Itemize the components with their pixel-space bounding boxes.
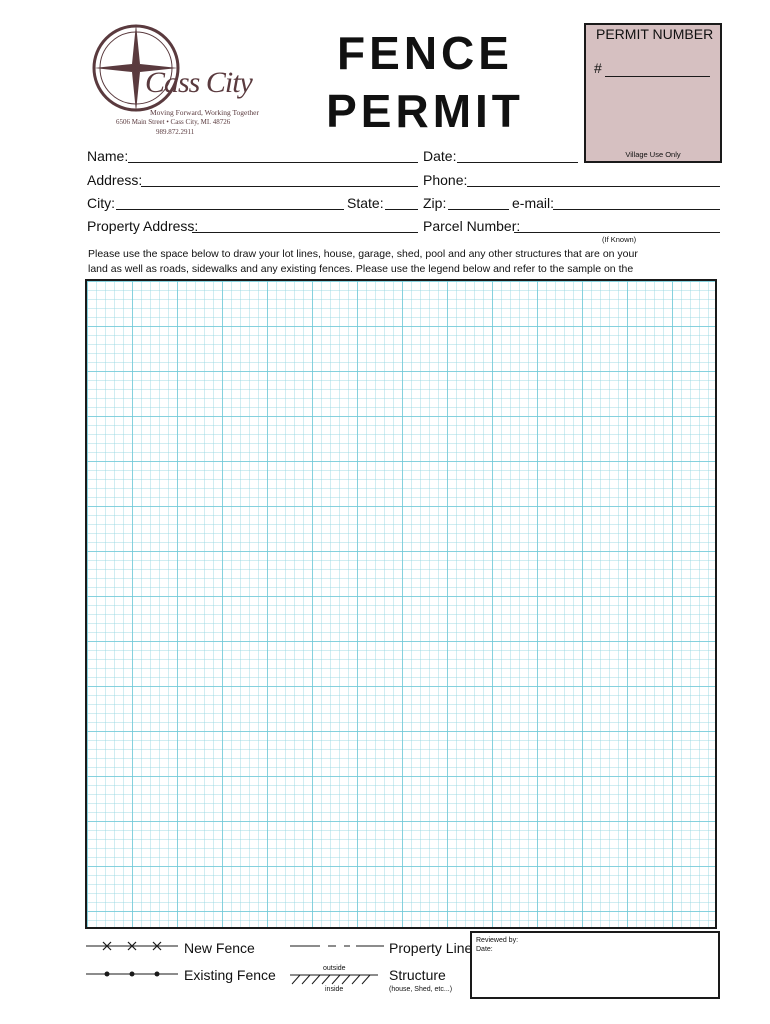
date-label: Date: [423,148,457,164]
existing-fence-symbol [86,966,178,982]
parcel-number-label: Parcel Number: [423,218,521,234]
structure-symbol [290,973,378,985]
date-field[interactable] [457,162,578,163]
property-line-symbol [290,938,384,954]
address-label: Address: [87,172,143,188]
property-line-label: Property Line [389,940,473,956]
permit-number-heading: PERMIT NUMBER [596,26,714,42]
structure-inside-label: inside [325,986,344,993]
zip-field[interactable] [448,209,509,210]
name-label: Name: [87,148,129,164]
address-field[interactable] [141,186,418,187]
city-label: City: [87,195,115,211]
drawing-instructions: Please use the space below to draw your lot lines, house, garage, shed, pool and any other structures that are on your land as well as roads, sidewalks and any existing fences. Please use the legend below and refer to the sample on the [88,248,638,275]
name-field[interactable] [128,162,418,163]
existing-fence-label: Existing Fence [184,967,276,983]
zip-label: Zip: [423,195,447,211]
drawing-grid[interactable] [85,279,717,929]
permit-number-field[interactable] [605,76,710,77]
structure-label: Structure [389,967,446,983]
logo-phone: 989.872.2911 [156,128,195,136]
structure-outside-label: outside [323,965,346,972]
state-field[interactable] [385,209,418,210]
phone-label: Phone: [423,172,468,188]
property-address-label: Property Address: [87,218,199,234]
village-use-only-label: Village Use Only [625,150,681,159]
parcel-hint: (If Known) [602,235,637,244]
state-label: State: [347,195,384,211]
review-date-label: Date: [476,946,493,953]
page-title-line1: FENCE [337,27,513,79]
logo-tagline: Moving Forward, Working Together [150,108,259,117]
property-address-field[interactable] [192,232,418,233]
parcel-number-field[interactable] [514,232,720,233]
logo-address: 6506 Main Street • Cass City, MI. 48726 [116,118,231,126]
logo-name: Cass City [145,66,252,99]
new-fence-symbol [86,938,178,954]
reviewed-by-label: Reviewed by: [476,937,519,944]
permit-number-box [584,23,722,163]
page-title-line2: PERMIT [326,85,524,137]
structure-hint: (house, Shed, etc...) [389,986,453,993]
email-field[interactable] [553,209,720,210]
city-field[interactable] [116,209,344,210]
new-fence-label: New Fence [184,940,255,956]
email-label: e-mail: [512,195,555,211]
phone-field[interactable] [467,186,720,187]
permit-number-prefix: # [594,60,602,76]
